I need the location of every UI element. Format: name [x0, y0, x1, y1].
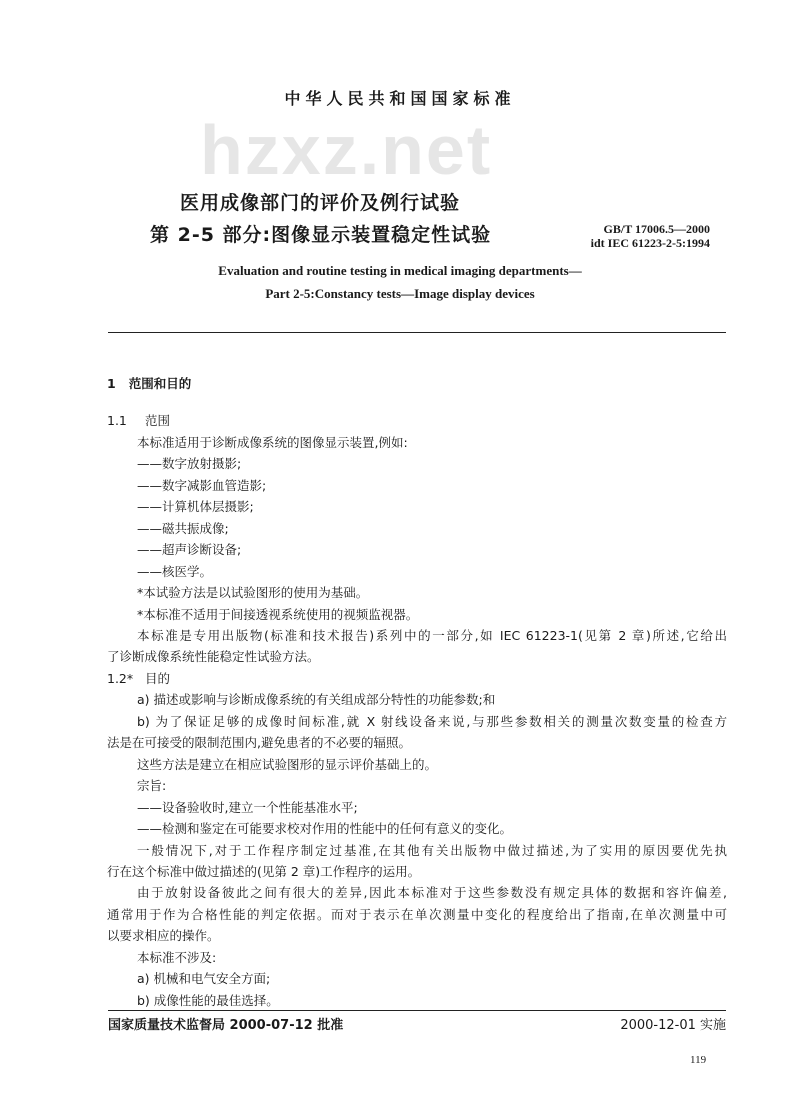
national-standard-heading: 中华人民共和国国家标准	[284, 89, 516, 108]
list-item: ——超声诊断设备;	[137, 542, 242, 558]
list-item: b) 为了保证足够的成像时间标准,就 X 射线设备来说,与那些参数相关的测量次数变量的检查方	[137, 713, 727, 729]
standard-code-block	[540, 222, 710, 250]
english-title-2: Part 2-5:Constancy tests—Image display devices	[265, 286, 535, 301]
subsection-number: 1.2*	[107, 670, 134, 686]
subsection-1-1-heading	[107, 410, 727, 431]
standard-code: GB/T 17006.5—2000	[603, 222, 710, 236]
document-body	[107, 373, 727, 1011]
note-line: *本试验方法是以试验图形的使用为基础。	[137, 585, 369, 601]
list-item: ——核医学。	[137, 563, 213, 579]
paragraph-line: 一般情况下,对于工作程序制定过基准,在其他有关出版物中做过描述,为了实用的原因要优先执	[137, 842, 727, 858]
list-item: ——检测和鉴定在可能要求校对作用的性能中的任何有意义的变化。	[137, 821, 513, 837]
paragraph-line: 本标准是专用出版物(标准和技术报告)系列中的一部分,如 IEC 61223-1(见第 2 章)所述,它给出	[137, 627, 727, 643]
title-line-2: 第 2-5 部分:图像显示装置稳定性试验	[150, 224, 492, 246]
list-item: ——数字减影血管造影;	[137, 477, 267, 493]
subsection-title: 范围	[145, 413, 171, 429]
section-1-heading	[107, 373, 727, 394]
list-item: ——磁共振成像;	[137, 520, 229, 536]
paragraph-line: 法是在可接受的限制范围内,避免患者的不必要的辐照。	[107, 735, 411, 751]
footer-divider	[108, 1010, 726, 1011]
header-divider	[108, 332, 726, 333]
section-title: 范围和目的	[128, 376, 192, 391]
paragraph-line: 以要求相应的操作。	[107, 928, 220, 944]
page-number: 119	[690, 1054, 707, 1066]
idt-code: idt IEC 61223-2-5:1994	[590, 236, 710, 250]
paragraph-line: 这些方法是建立在相应试验图形的显示评价基础上的。	[137, 756, 438, 772]
paragraph-line: 了诊断成像系统性能稳定性试验方法。	[107, 649, 320, 665]
list-item: b) 成像性能的最佳选择。	[137, 992, 279, 1008]
watermark: hzxz.net	[200, 114, 493, 186]
subsection-title: 目的	[145, 670, 171, 686]
english-title-1: Evaluation and routine testing in medical imaging departments—	[218, 263, 582, 278]
subsection-1-2-heading	[107, 668, 727, 689]
subsection-number: 1.1	[107, 413, 127, 429]
list-item: ——数字放射摄影;	[137, 456, 242, 472]
note-line: *本标准不适用于间接透视系统使用的视频监视器。	[137, 606, 419, 622]
paragraph-line: 本标准适用于诊断成像系统的图像显示装置,例如:	[137, 434, 408, 450]
paragraph-line: 宗旨:	[137, 778, 167, 794]
list-item: ——计算机体层摄影;	[137, 499, 254, 515]
effective-date: 2000-12-01 实施	[620, 1018, 726, 1033]
list-item: a) 描述或影响与诊断成像系统的有关组成部分特性的功能参数;和	[137, 692, 496, 708]
paragraph-line: 通常用于作为合格性能的判定依据。而对于表示在单次测量中变化的程度给出了指南,在单次测量中可	[107, 906, 727, 922]
paragraph-line: 由于放射设备彼此之间有很大的差异,因此本标准对于这些参数没有规定具体的数据和容许偏差,	[137, 885, 727, 901]
paragraph-line: 行在这个标准中做过描述的(见第 2 章)工作程序的运用。	[107, 863, 421, 879]
paragraph-line: 本标准不涉及:	[137, 949, 217, 965]
title-line-1: 医用成像部门的评价及例行试验	[180, 192, 461, 214]
list-item: a) 机械和电气安全方面;	[137, 971, 271, 987]
list-item: ——设备验收时,建立一个性能基准水平;	[137, 799, 358, 815]
section-number: 1	[107, 376, 116, 391]
approval-line: 国家质量技术监督局 2000-07-12 批准	[108, 1018, 344, 1033]
